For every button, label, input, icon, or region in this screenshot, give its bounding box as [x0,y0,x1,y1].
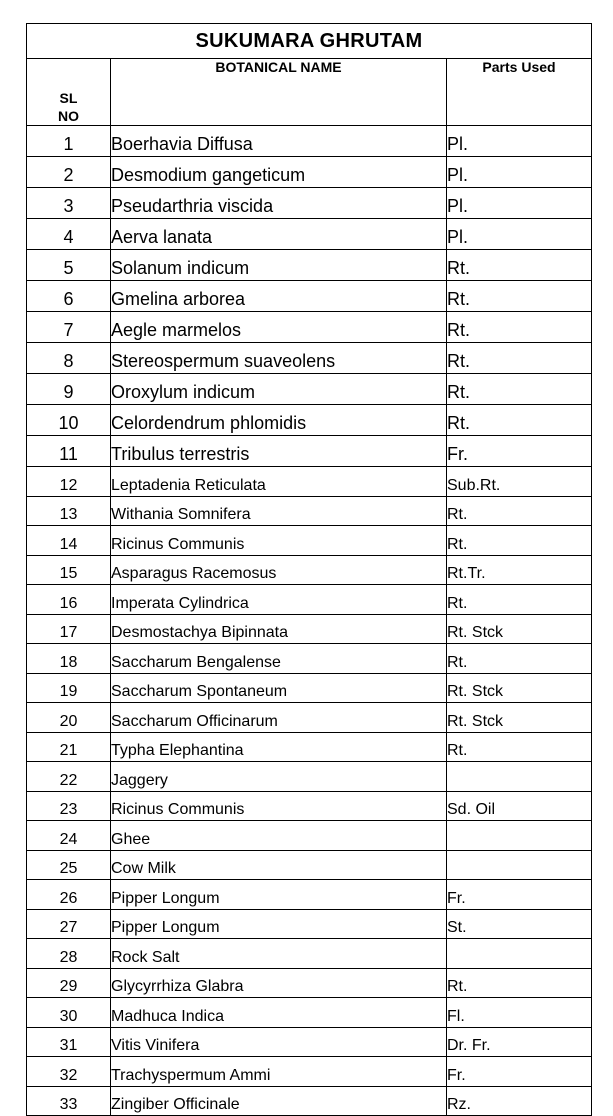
header-parts-used: Parts Used [447,59,592,126]
table-row [27,644,592,674]
parts-used-cell: Pl. [447,188,592,219]
ingredients-table [26,23,592,1116]
sl-cell: 6 [27,281,111,312]
botanical-name-cell: Aerva lanata [111,219,447,250]
sl-cell: 18 [27,644,111,674]
botanical-name-cell: Oroxylum indicum [111,374,447,405]
sl-cell: 7 [27,312,111,343]
botanical-name-cell: Aegle marmelos [111,312,447,343]
sl-cell: 3 [27,188,111,219]
table-row [27,968,592,998]
sl-cell: 11 [27,436,111,467]
botanical-name-cell: Desmostachya Bipinnata [111,614,447,644]
sl-cell: 28 [27,939,111,969]
parts-used-cell: Rt. [447,374,592,405]
parts-used-cell [447,762,592,792]
parts-used-cell: Fr. [447,1057,592,1087]
parts-used-cell: Sub.Rt. [447,467,592,497]
parts-used-cell: Sd. Oil [447,791,592,821]
table-row [27,880,592,910]
sl-cell: 29 [27,968,111,998]
table-row [27,496,592,526]
parts-used-cell: Rt. [447,526,592,556]
table-row [27,909,592,939]
botanical-name-cell: Vitis Vinifera [111,1027,447,1057]
sl-cell: 5 [27,250,111,281]
table-row [27,585,592,615]
botanical-name-cell: Jaggery [111,762,447,792]
sl-cell: 27 [27,909,111,939]
parts-used-cell: St. [447,909,592,939]
sl-cell: 30 [27,998,111,1028]
sl-cell: 25 [27,850,111,880]
header-botanical-name: BOTANICAL NAME [111,59,447,126]
header-sl-line1: SL [59,90,78,106]
table-row [27,998,592,1028]
table-row [27,374,592,405]
parts-used-cell [447,939,592,969]
sl-cell: 24 [27,821,111,851]
table-row [27,1057,592,1087]
botanical-name-cell: Asparagus Racemosus [111,555,447,585]
header-sl-line2: NO [58,108,79,124]
table-row [27,343,592,374]
table-row [27,821,592,851]
sl-cell: 2 [27,157,111,188]
table-row [27,281,592,312]
parts-used-cell: Pl. [447,157,592,188]
botanical-name-cell: Saccharum Bengalense [111,644,447,674]
sl-cell: 17 [27,614,111,644]
header-sl-no [27,59,111,126]
parts-used-cell: Rt.Tr. [447,555,592,585]
parts-used-cell [447,850,592,880]
parts-used-cell: Fr. [447,436,592,467]
table-row [27,467,592,497]
botanical-name-cell: Desmodium gangeticum [111,157,447,188]
sl-cell: 23 [27,791,111,821]
table-row [27,219,592,250]
sl-cell: 13 [27,496,111,526]
table-row [27,791,592,821]
botanical-name-cell: Trachyspermum Ammi [111,1057,447,1087]
parts-used-cell: Rt. Stck [447,703,592,733]
sl-cell: 21 [27,732,111,762]
table-row [27,614,592,644]
botanical-name-cell: Saccharum Spontaneum [111,673,447,703]
parts-used-cell: Rt. [447,496,592,526]
sl-cell: 33 [27,1086,111,1116]
botanical-name-cell: Withania Somnifera [111,496,447,526]
table-row [27,405,592,436]
botanical-name-cell: Boerhavia Diffusa [111,126,447,157]
sl-cell: 8 [27,343,111,374]
parts-used-cell: Rt. [447,312,592,343]
botanical-name-cell: Leptadenia Reticulata [111,467,447,497]
parts-used-cell: Rt. Stck [447,673,592,703]
parts-used-cell: Rz. [447,1086,592,1116]
table-row [27,1086,592,1116]
document-title: SUKUMARA GHRUTAM [27,24,592,59]
sl-cell: 1 [27,126,111,157]
sl-cell: 10 [27,405,111,436]
table-row [27,526,592,556]
parts-used-cell: Rt. [447,644,592,674]
botanical-name-cell: Rock Salt [111,939,447,969]
botanical-name-cell: Ricinus Communis [111,526,447,556]
parts-used-cell: Rt. [447,732,592,762]
parts-used-cell: Rt. [447,405,592,436]
sl-cell: 26 [27,880,111,910]
table-row [27,673,592,703]
parts-used-cell: Rt. Stck [447,614,592,644]
table-row [27,188,592,219]
table-row [27,850,592,880]
sl-cell: 15 [27,555,111,585]
botanical-name-cell: Stereospermum suaveolens [111,343,447,374]
table-row [27,1027,592,1057]
botanical-name-cell: Pseudarthria viscida [111,188,447,219]
parts-used-cell: Rt. [447,585,592,615]
table-row [27,555,592,585]
table-row [27,250,592,281]
parts-used-cell: Rt. [447,343,592,374]
sl-cell: 9 [27,374,111,405]
parts-used-cell: Fr. [447,880,592,910]
parts-used-cell [447,821,592,851]
table-row [27,732,592,762]
botanical-name-cell: Cow Milk [111,850,447,880]
sl-cell: 22 [27,762,111,792]
parts-used-cell: Rt. [447,968,592,998]
sl-cell: 20 [27,703,111,733]
parts-used-cell: Pl. [447,219,592,250]
table-row [27,126,592,157]
sl-cell: 14 [27,526,111,556]
botanical-name-cell: Gmelina arborea [111,281,447,312]
sl-cell: 4 [27,219,111,250]
botanical-name-cell: Ghee [111,821,447,851]
table-row [27,436,592,467]
sl-cell: 19 [27,673,111,703]
sl-cell: 16 [27,585,111,615]
parts-used-cell: Rt. [447,281,592,312]
table-row [27,703,592,733]
sl-cell: 31 [27,1027,111,1057]
botanical-name-cell: Ricinus Communis [111,791,447,821]
parts-used-cell: Pl. [447,126,592,157]
botanical-name-cell: Celordendrum phlomidis [111,405,447,436]
parts-used-cell: Rt. [447,250,592,281]
botanical-name-cell: Solanum indicum [111,250,447,281]
botanical-name-cell: Zingiber Officinale [111,1086,447,1116]
table-row [27,312,592,343]
table-row [27,939,592,969]
botanical-name-cell: Glycyrrhiza Glabra [111,968,447,998]
sl-cell: 12 [27,467,111,497]
table-row [27,762,592,792]
botanical-name-cell: Tribulus terrestris [111,436,447,467]
table-row [27,157,592,188]
botanical-name-cell: Saccharum Officinarum [111,703,447,733]
parts-used-cell: Dr. Fr. [447,1027,592,1057]
botanical-name-cell: Pipper Longum [111,909,447,939]
sl-cell: 32 [27,1057,111,1087]
botanical-name-cell: Imperata Cylindrica [111,585,447,615]
botanical-name-cell: Typha Elephantina [111,732,447,762]
botanical-name-cell: Madhuca Indica [111,998,447,1028]
table-header-row [27,59,592,126]
parts-used-cell: Fl. [447,998,592,1028]
botanical-name-cell: Pipper Longum [111,880,447,910]
